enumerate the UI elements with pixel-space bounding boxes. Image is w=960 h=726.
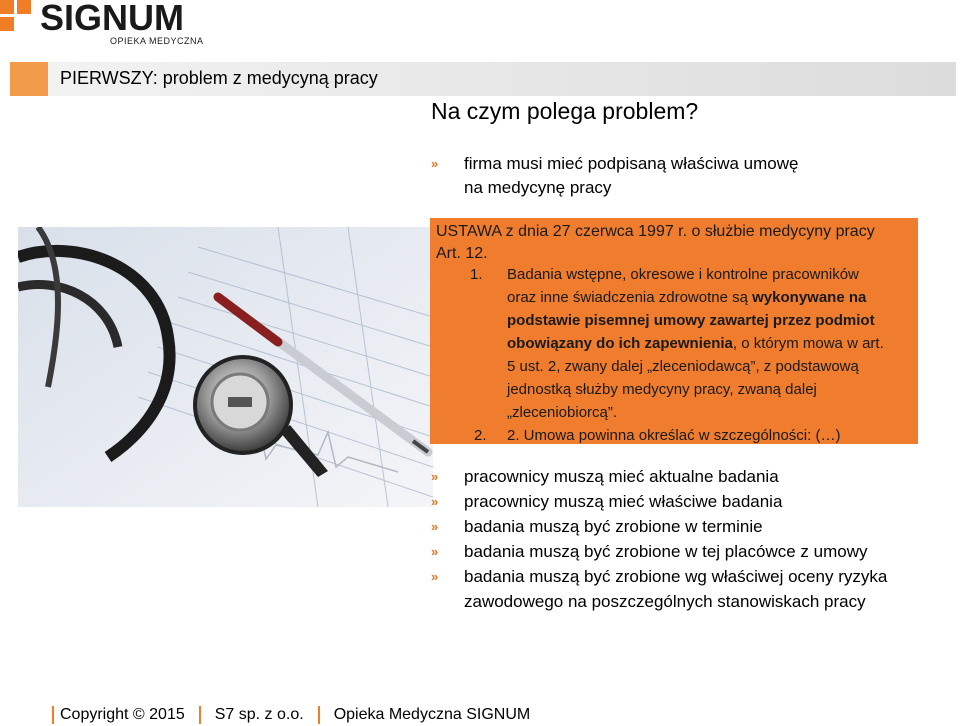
logo-wordmark: SIGNUM [40, 0, 184, 38]
bullet-chevron-icon: » [431, 469, 439, 484]
law-article: Art. 12. [436, 245, 488, 262]
list-item-continuation: zawodowego na poszczególnych stanowiskach pracy [464, 592, 866, 611]
footer [0, 704, 530, 726]
footer-divider [52, 706, 54, 724]
title-accent-square [10, 62, 48, 96]
bullet-chevron-icon: » [431, 519, 439, 534]
bullet-chevron-icon: » [431, 156, 439, 171]
law-item1-line3: podstawie pisemnej umowy zawartej przez podmiot [507, 312, 875, 329]
law-item1-line2: oraz inne świadczenia zdrowotne są wykonywane na [507, 289, 867, 306]
law-item-number-1: 1. [470, 266, 483, 283]
law-quote-box [430, 218, 918, 444]
question-heading: Na czym polega problem? [431, 98, 699, 124]
law-item-number-2: 2. [474, 427, 487, 444]
list-item: badania muszą być zrobione w terminie [464, 517, 763, 536]
law-item2-line: 2. Umowa powinna określać w szczególności: (…) [507, 427, 841, 444]
logo-subtitle: OPIEKA MEDYCZNA [110, 36, 204, 46]
law-item1-line4: obowiązany do ich zapewnienia, o którym mowa w art. [507, 335, 884, 352]
law-item1-line7: „zleceniobiorcą”. [507, 404, 618, 421]
bullet-chevron-icon: » [431, 494, 439, 509]
footer-copyright: Copyright © 2015 [60, 706, 185, 723]
top-bullet-line2: na medycynę pracy [464, 178, 612, 197]
footer-company: S7 sp. z o.o. [214, 706, 304, 723]
list-item: pracownicy muszą mieć właściwe badania [464, 492, 783, 511]
footer-divider [199, 706, 201, 724]
bullet-chevron-icon: » [431, 544, 439, 559]
law-item1-line1: Badania wstępne, okresowe i kontrolne pracowników [507, 266, 859, 283]
list-item: badania muszą być zrobione w tej placówce z umowy [464, 542, 868, 561]
footer-product: Opieka Medyczna SIGNUM [333, 706, 531, 723]
stethoscope-photo [18, 227, 433, 507]
logo-mark-icon [0, 0, 32, 32]
footer-divider [318, 706, 320, 724]
top-bullet-line1: firma musi mieć podpisaną właściwa umowę [464, 154, 799, 173]
law-item1-line6: jednostką służby medycyny pracy, zwaną dalej [507, 381, 817, 398]
law-item1-line5: 5 ust. 2, zwany dalej „zleceniodawcą”, z podstawową [507, 358, 859, 375]
bullet-chevron-icon: » [431, 569, 439, 584]
signum-logo [0, 0, 210, 50]
list-item: badania muszą być zrobione wg właściwej oceny ryzyka [464, 567, 888, 586]
list-item: pracownicy muszą mieć aktualne badania [464, 467, 779, 486]
law-title: USTAWA z dnia 27 czerwca 1997 r. o służbie medycyny pracy [436, 223, 875, 240]
slide-title: PIERWSZY: problem z medycyną pracy [60, 68, 378, 88]
